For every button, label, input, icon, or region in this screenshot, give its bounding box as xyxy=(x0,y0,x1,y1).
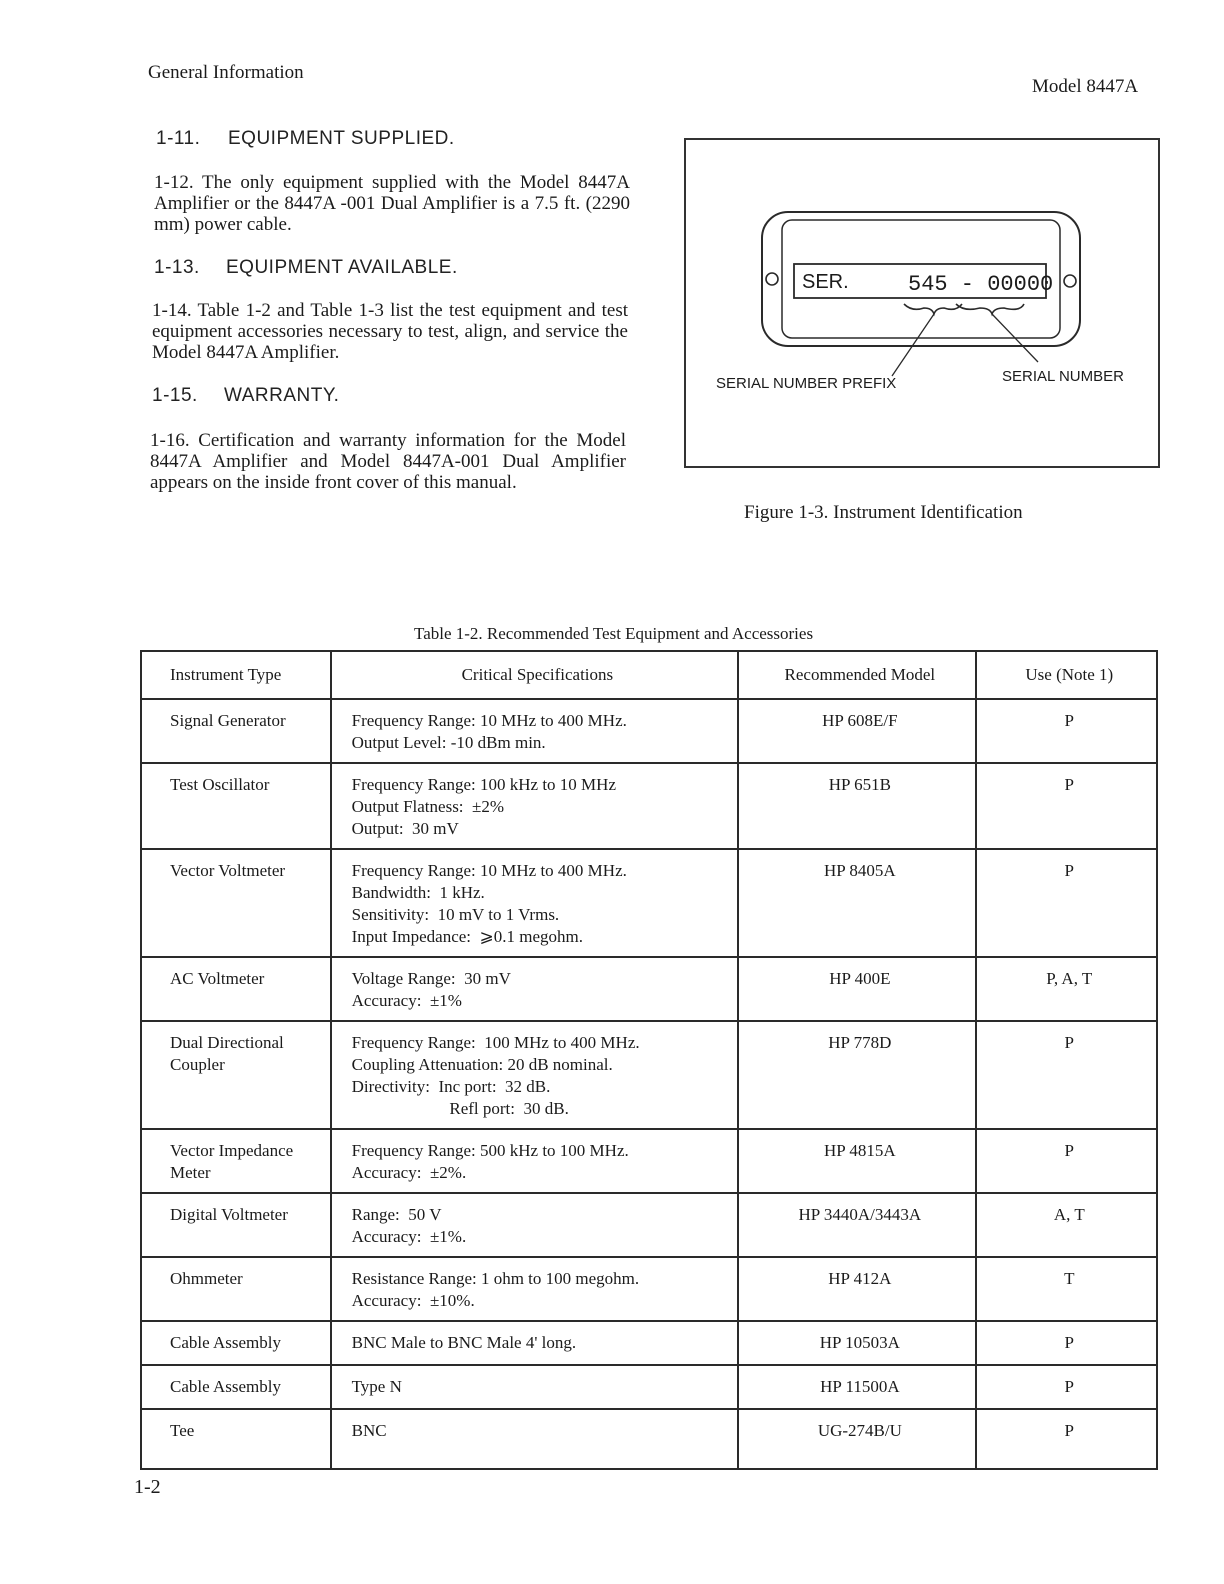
cell-use: T xyxy=(976,1257,1157,1321)
cell-instrument-type: Tee xyxy=(141,1409,331,1469)
spec-line: Frequency Range: 10 MHz to 400 MHz. xyxy=(351,861,627,880)
cell-instrument-type: Cable Assembly xyxy=(141,1321,331,1365)
table-row xyxy=(141,763,1157,849)
cell-use: P xyxy=(976,1365,1157,1409)
cell-recommended-model: HP 651B xyxy=(738,763,975,849)
spec-line: Frequency Range: 500 kHz to 100 MHz. xyxy=(351,1141,629,1160)
cell-instrument-type: Vector Voltmeter xyxy=(141,849,331,957)
plate-serial-number: 545 - 00000 xyxy=(908,272,1054,297)
section-title: EQUIPMENT AVAILABLE. xyxy=(226,257,458,278)
cell-critical-specifications xyxy=(331,1365,739,1409)
cell-use: P xyxy=(976,699,1157,763)
spec-line: Directivity: Inc port: 32 dB. xyxy=(351,1077,551,1096)
plate-ser-label: SER. xyxy=(802,271,849,293)
table-caption: Table 1-2. Recommended Test Equipment and Accessories xyxy=(414,624,814,643)
spec-line: Bandwidth: 1 kHz. xyxy=(351,883,485,902)
table-row xyxy=(141,1021,1157,1129)
section-heading-equipment-supplied xyxy=(156,128,455,150)
cell-recommended-model: HP 11500A xyxy=(738,1365,975,1409)
serial-number-prefix-label: SERIAL NUMBER PREFIX xyxy=(716,375,897,392)
table-row xyxy=(141,699,1157,763)
cell-use: P xyxy=(976,1321,1157,1365)
cell-use: P, A, T xyxy=(976,957,1157,1021)
table-header-row xyxy=(141,651,1157,699)
cell-critical-specifications xyxy=(331,1257,739,1321)
cell-recommended-model: UG-274B/U xyxy=(738,1409,975,1469)
paragraph-1-12: 1-12. The only equipment supplied with the Model 8447A Amplifier or the 8447A -001 Dual Amplifier is a 7.5 ft. (2290 mm) power cable. xyxy=(154,172,630,235)
cell-instrument-type: AC Voltmeter xyxy=(141,957,331,1021)
cell-recommended-model: HP 3440A/3443A xyxy=(738,1193,975,1257)
page-number: 1-2 xyxy=(134,1476,161,1498)
cell-recommended-model: HP 400E xyxy=(738,957,975,1021)
cell-critical-specifications xyxy=(331,1409,739,1469)
cell-instrument-type: Vector Impedance Meter xyxy=(141,1129,331,1193)
spec-line: Sensitivity: 10 mV to 1 Vrms. xyxy=(351,905,560,924)
section-heading-warranty xyxy=(152,385,339,407)
spec-line: Resistance Range: 1 ohm to 100 megohm. xyxy=(351,1269,640,1288)
cell-instrument-type: Signal Generator xyxy=(141,699,331,763)
number-brace xyxy=(956,304,1024,314)
serial-number-label: SERIAL NUMBER xyxy=(1002,368,1124,385)
cell-recommended-model: HP 8405A xyxy=(738,849,975,957)
prefix-brace xyxy=(904,304,962,314)
table-row xyxy=(141,1129,1157,1193)
section-number: 1-13. xyxy=(154,257,200,278)
cell-instrument-type: Cable Assembly xyxy=(141,1365,331,1409)
cell-critical-specifications xyxy=(331,849,739,957)
section-number: 1-15. xyxy=(152,385,198,406)
cell-critical-specifications xyxy=(331,957,739,1021)
cell-recommended-model: HP 4815A xyxy=(738,1129,975,1193)
cell-critical-specifications xyxy=(331,1193,739,1257)
cell-critical-specifications xyxy=(331,1321,739,1365)
column-header-critical-specifications: Critical Specifications xyxy=(331,651,739,699)
column-header-use: Use (Note 1) xyxy=(976,651,1157,699)
table-row xyxy=(141,1365,1157,1409)
section-heading-equipment-available xyxy=(154,257,458,279)
spec-line: Type N xyxy=(351,1377,402,1396)
cell-use: P xyxy=(976,849,1157,957)
cell-use: P xyxy=(976,1021,1157,1129)
section-number: 1-11. xyxy=(156,128,201,149)
spec-line: Accuracy: ±1%. xyxy=(351,1227,467,1246)
figure-caption: Figure 1-3. Instrument Identification xyxy=(744,502,1023,523)
instrument-identification-figure xyxy=(684,138,1160,468)
spec-line: Frequency Range: 10 MHz to 400 MHz. xyxy=(351,711,627,730)
spec-line: Input Impedance: ⩾0.1 megohm. xyxy=(351,927,584,946)
table-row xyxy=(141,1193,1157,1257)
cell-recommended-model: HP 10503A xyxy=(738,1321,975,1365)
cell-instrument-type: Ohmmeter xyxy=(141,1257,331,1321)
spec-line: Coupling Attenuation: 20 dB nominal. xyxy=(351,1055,613,1074)
serial-plate-illustration xyxy=(686,140,1158,466)
spec-line: Voltage Range: 30 mV xyxy=(351,969,511,988)
running-header-right: Model 8447A xyxy=(1032,76,1139,97)
cell-use: P xyxy=(976,1409,1157,1469)
table-row xyxy=(141,957,1157,1021)
running-header-left: General Information xyxy=(148,62,304,83)
table-body xyxy=(141,699,1157,1469)
table-row xyxy=(141,1257,1157,1321)
spec-line: Output Level: -10 dBm min. xyxy=(351,733,546,752)
cell-instrument-type: Dual Directional Coupler xyxy=(141,1021,331,1129)
cell-instrument-type: Digital Voltmeter xyxy=(141,1193,331,1257)
spec-line: Refl port: 30 dB. xyxy=(351,1099,569,1118)
column-header-recommended-model: Recommended Model xyxy=(738,651,975,699)
spec-line: Frequency Range: 100 kHz to 10 MHz xyxy=(351,775,616,794)
cell-use: P xyxy=(976,763,1157,849)
spec-line: Frequency Range: 100 MHz to 400 MHz. xyxy=(351,1033,640,1052)
cell-critical-specifications xyxy=(331,763,739,849)
recommended-test-equipment-table xyxy=(140,650,1158,1470)
left-screw-hole-icon xyxy=(766,273,778,285)
spec-line: BNC Male to BNC Male 4' long. xyxy=(351,1333,577,1352)
spec-line: Range: 50 V xyxy=(351,1205,442,1224)
section-title: EQUIPMENT SUPPLIED. xyxy=(228,128,455,149)
cell-use: A, T xyxy=(976,1193,1157,1257)
cell-recommended-model: HP 412A xyxy=(738,1257,975,1321)
spec-line: Accuracy: ±10%. xyxy=(351,1291,475,1310)
table-row xyxy=(141,1409,1157,1469)
cell-use: P xyxy=(976,1129,1157,1193)
cell-instrument-type: Test Oscillator xyxy=(141,763,331,849)
section-title: WARRANTY. xyxy=(224,385,340,406)
spec-line: Output Flatness: ±2% xyxy=(351,797,505,816)
spec-line: Accuracy: ±2%. xyxy=(351,1163,467,1182)
cell-recommended-model: HP 778D xyxy=(738,1021,975,1129)
table-row xyxy=(141,1321,1157,1365)
cell-critical-specifications xyxy=(331,699,739,763)
right-screw-hole-icon xyxy=(1064,275,1076,287)
paragraph-1-14: 1-14. Table 1-2 and Table 1-3 list the test equipment and test equipment accessories necessary to test, align, and service the Model 8447A Amplifier. xyxy=(152,300,628,363)
cell-critical-specifications xyxy=(331,1021,739,1129)
cell-recommended-model: HP 608E/F xyxy=(738,699,975,763)
column-header-instrument-type: Instrument Type xyxy=(141,651,331,699)
spec-line: Output: 30 mV xyxy=(351,819,459,838)
paragraph-1-16: 1-16. Certification and warranty information for the Model 8447A Amplifier and Model 8447A-001 Dual Amplifier appears on the inside front cover of this manual. xyxy=(150,430,626,493)
spec-line: Accuracy: ±1% xyxy=(351,991,462,1010)
table-row xyxy=(141,849,1157,957)
cell-critical-specifications xyxy=(331,1129,739,1193)
spec-line: BNC xyxy=(351,1421,387,1440)
